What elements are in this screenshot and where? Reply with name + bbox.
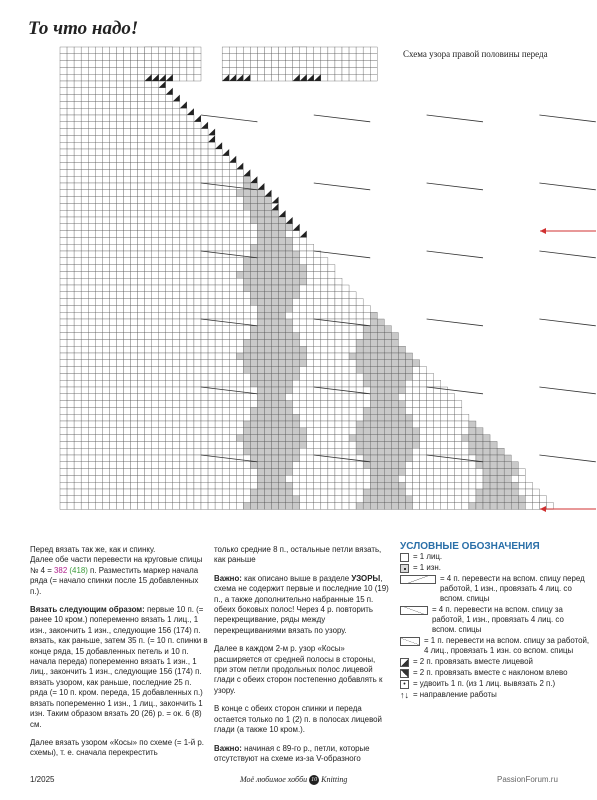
intro-line: Перед вязать так же, как и спинку. xyxy=(30,545,156,554)
legend-text: = 1 изн. xyxy=(413,563,441,572)
instructions-paragraph xyxy=(30,605,208,730)
footer-site: PassionForum.ru xyxy=(497,775,558,784)
important-text: как описано выше в разделе xyxy=(241,573,352,583)
cables-paragraph: Далее вязать узором «Косы» по схеме (= 1-й р. схемы), т. е. сначала перекрестить xyxy=(30,737,204,758)
magazine-name: Моё любимое хобби xyxy=(240,775,308,784)
instruction-line: закончить 1 изн., следующие 156 (174) п. вязать узором, как раньше, последние 25 п. ряда (= 10 п. кром. переда, 15 добавленных п.) вязать попеременно 1 изн., 1 лиц., закончить 1 изн. xyxy=(30,667,203,719)
legend-text: = удвоить 1 п. (из 1 лиц. вывязать 2 п.) xyxy=(413,679,556,688)
intro-text-end: п. Разместить маркер начала ряда (= начало спинки после 15 добавленных п.). xyxy=(30,565,199,596)
important-text: начиная с 89-го р., петли, которые отсутствуют на схеме из-за V-образного xyxy=(214,743,370,763)
intro-text: Далее обе части перевести на круговые спицы № 4 = xyxy=(30,555,203,575)
instruction-line: Таким образом вязать 20 (26) р. = ок. 6 (8) см. xyxy=(30,709,202,729)
legend-item xyxy=(400,657,590,667)
important-paragraph-2 xyxy=(214,744,390,765)
important-text-end: , схема не содержит первые и последние 10 (19) п., а также дополнительно набранные 15 п. обеих боковых полос! Через 4 р. повторить перекрещивание, ряды между перекрещиваниями вязать по узору. xyxy=(214,573,389,635)
important-paragraph xyxy=(214,574,390,636)
chart-caption: Схема узора правой половины переда xyxy=(403,49,548,59)
legend-item xyxy=(400,552,590,562)
legend-item xyxy=(400,668,590,678)
important-label: Важно: xyxy=(214,573,242,583)
legend-item xyxy=(400,605,590,635)
continuation-paragraph: только средние 8 п., остальные петли вязать, как раньше xyxy=(214,545,382,565)
expansion-paragraph: Далее в каждом 2-м р. узор «Косы» расширяется от средней полосы в стороны, при этом петли продольных полос лицевой глади с обеих сторон постепенно добавлять к узору. xyxy=(214,644,383,695)
direction-arrows-icon: ↑↓ xyxy=(400,690,409,700)
legend-item xyxy=(400,679,590,689)
cable-back-icon xyxy=(400,606,428,615)
cable-purl-icon xyxy=(400,637,420,646)
legend-item xyxy=(400,690,590,700)
knit-symbol-icon xyxy=(400,553,409,562)
footer-magazine xyxy=(240,775,347,785)
legend-item xyxy=(400,574,590,604)
legend-text: = направление работы xyxy=(413,690,497,699)
legend-text: = 4 п. перевести на вспом. спицу перед работой, 1 изн., провязать 4 лиц. со вспом. спицы xyxy=(440,574,585,603)
stitch-count-alt: (418) xyxy=(69,565,88,575)
instruction-line: следующие 156 (174) п. вязать, как раньше, затем 35 п. (= 10 п. спинки в конце ряда, 15 добавленных петель и 10 п. начала переда) попеременно вязать 1 изн., 1 лиц., xyxy=(30,625,208,677)
legend-item xyxy=(400,636,590,656)
footer-issue: 1/2025 xyxy=(30,775,55,784)
legend-text: = 2 п. провязать вместе с наклоном влево xyxy=(413,668,568,677)
text-column-2 xyxy=(214,545,390,772)
legend-text: = 1 п. перевести на вспом. спицу за работой, 4 лиц., провязать 1 изн. со вспом. спицы xyxy=(424,636,590,655)
legend-text: = 2 п. провязать вместе лицевой xyxy=(413,657,533,666)
legend xyxy=(400,552,590,701)
increase-icon: • xyxy=(400,680,409,689)
stitch-count: 382 xyxy=(54,565,68,575)
legend-item xyxy=(400,563,590,573)
legend-title: УСЛОВНЫЕ ОБОЗНАЧЕНИЯ xyxy=(400,541,540,552)
page-title: То что надо! xyxy=(28,18,139,39)
purl-symbol-icon xyxy=(400,564,409,573)
instruction-line: первые 10 п. (= ранее 10 кром.) попеременно вязать 1 лиц., 1 изн., закончить 1 изн., xyxy=(30,605,204,635)
text-column-1 xyxy=(30,545,208,767)
brand-name: Knitting xyxy=(321,775,348,784)
patterns-label: УЗОРЫ xyxy=(351,573,381,583)
legend-text: = 4 п. перевести на вспом. спицу за работой, 1 изн., провязать 4 лиц. со вспом. спицы xyxy=(432,605,564,634)
intro-paragraph xyxy=(30,545,208,597)
page-number: 10 xyxy=(311,777,318,784)
ending-paragraph: В конце с обеих сторон спинки и переда остается только по 1 (2) п. в полосах лицевой глади (а также 10 кром.). xyxy=(214,704,382,735)
ssk-icon xyxy=(400,669,409,678)
important-label: Важно: xyxy=(214,743,242,753)
k2tog-icon xyxy=(400,658,409,667)
cable-front-icon xyxy=(400,575,436,584)
legend-text: = 1 лиц. xyxy=(413,552,443,561)
instructions-heading: Вязать следующим образом: xyxy=(30,605,145,615)
